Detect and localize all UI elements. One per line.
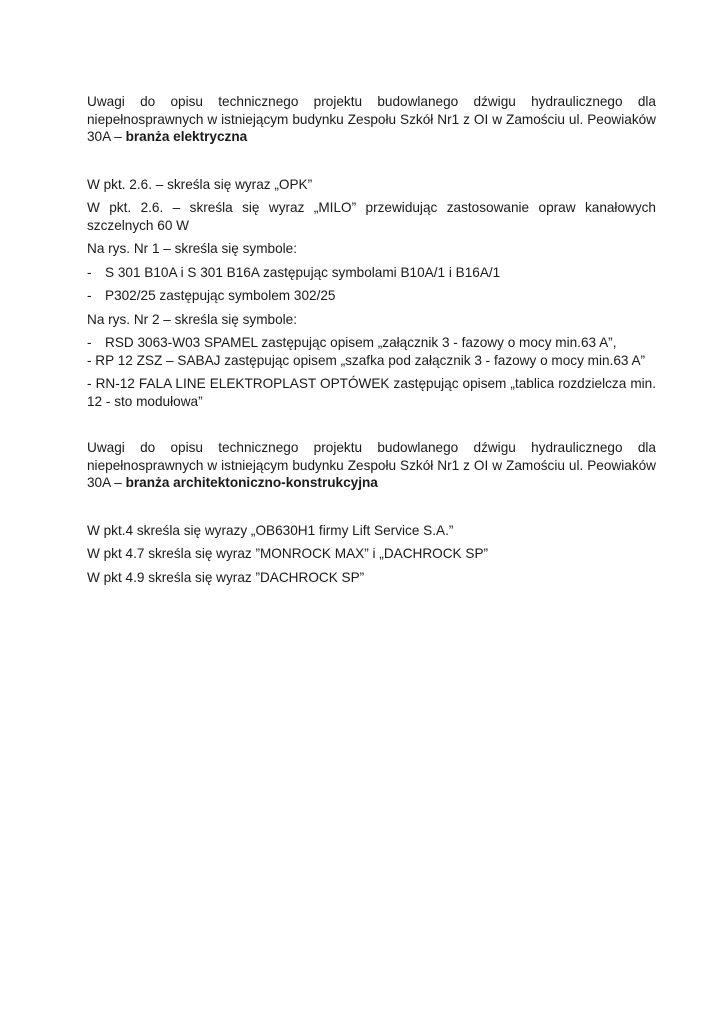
item3-dash: - [87, 335, 92, 350]
section1-item2 [87, 287, 656, 305]
section2-line3: W pkt 4.9 skreśla się wyraz ”DACHROCK SP” [87, 569, 365, 585]
section1-line1: W pkt. 2.6. – skreśla się wyraz „OPK” [87, 176, 313, 192]
section1-line3: Na rys. Nr 1 – skreśla się symbole: [87, 241, 298, 256]
section1-item1 [87, 264, 656, 282]
section1-heading-bold: branża elektryczna [125, 129, 248, 144]
item3-text: RSD 3063-W03 SPAMEL zastępując opisem „załącznik 3 - fazowy o mocy min.63 A”, [105, 335, 617, 350]
item1-dash: - [87, 264, 92, 280]
item1-text: S 301 B10A i S 301 B16A zastępując symbolami B10A/1 i B16A/1 [105, 264, 501, 280]
section2-heading-bold: branża architektoniczno-konstrukcyjna [125, 475, 378, 490]
section1-heading [87, 93, 656, 146]
section2-line1: W pkt.4 skreśla się wyrazy „OB630H1 firmy Lift Service S.A.” [87, 522, 454, 538]
section1-line4: Na rys. Nr 2 – skreśla się symbole: [87, 311, 298, 327]
section1-heading-text: Uwagi do opisu technicznego projektu budowlanego dźwigu hydraulicznego dla niepełnosprawnych w istniejącym budynku Zespołu Szkół Nr1 z OI w Zamościu ul. Peowiaków 30A – [87, 94, 656, 144]
section1-line2: W pkt. 2.6. – skreśla się wyraz „MILO” przewidując zastosowanie opraw kanałowych szczelnych 60 W [87, 200, 656, 233]
section1-item3 [87, 334, 656, 352]
section2-heading-text: Uwagi do opisu technicznego projektu budowlanego dźwigu hydraulicznego dla niepełnosprawnych w istniejącym budynku Zespołu Szkół Nr1 z OI w Zamościu ul. Peowiaków 30A – [87, 440, 656, 490]
section2-heading [87, 439, 656, 492]
section1-item5: - RN-12 FALA LINE ELEKTROPLAST OPTÓWEK zastępując opisem „tablica rozdzielcza min. 12 - sto modułowa” [87, 376, 656, 409]
section1-item4: - RP 12 ZSZ – SABAJ zastępując opisem „szafka pod załącznik 3 - fazowy o mocy min.63 A” [87, 352, 646, 368]
section2-line2: W pkt 4.7 skreśla się wyraz ”MONROCK MAX” i „DACHROCK SP” [87, 546, 489, 561]
document-body [87, 93, 656, 586]
item2-dash: - [87, 288, 92, 303]
item2-text: P302/25 zastępując symbolem 302/25 [105, 288, 336, 303]
